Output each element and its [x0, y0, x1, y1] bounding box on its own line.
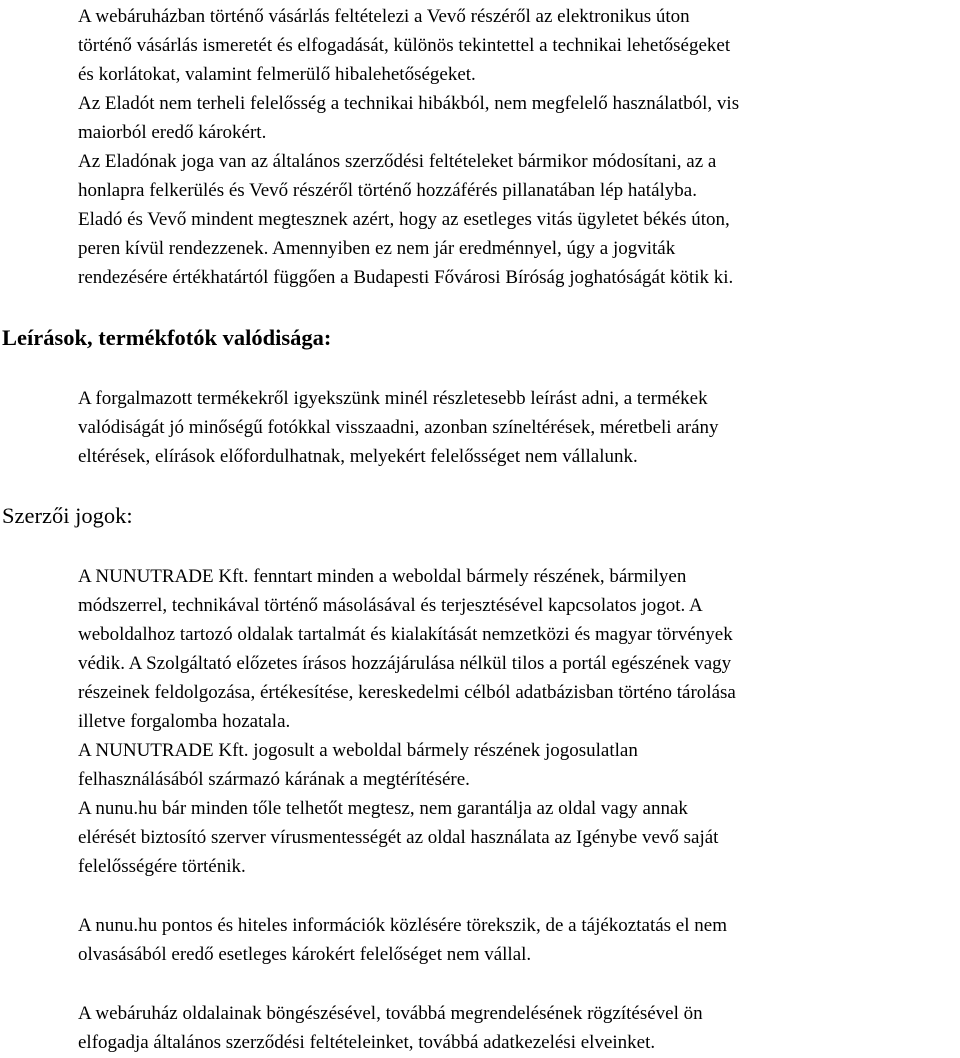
- text-line: peren kívül rendezzenek. Amennyiben ez nem jár eredménnyel, úgy a jogviták: [78, 238, 676, 259]
- acceptance-paragraph: [78, 999, 958, 1057]
- text-line: olvasásából eredő esetleges károkért felelőséget nem vállal.: [78, 944, 532, 965]
- information-paragraph: [78, 911, 958, 969]
- text-line: A NUNUTRADE Kft. fenntart minden a weboldal bármely részének, bármilyen: [78, 566, 687, 587]
- text-line: védik. A Szolgáltató előzetes írásos hozzájárulása nélkül tilos a portál egészének vagy: [78, 653, 732, 674]
- text-line: elfogadja általános szerződési feltételeinket, továbbá adatkezelési elveinket.: [78, 1032, 656, 1053]
- text-line: felelősségére történik.: [78, 856, 246, 877]
- descriptions-paragraph: [78, 384, 958, 471]
- text-line: illetve forgalomba hozatala.: [78, 711, 291, 732]
- text-line: A webáruház oldalainak böngészésével, továbbá megrendelésének rögzítésével ön: [78, 1003, 703, 1024]
- text-line: módszerrel, technikával történő másolásával és terjesztésével kapcsolatos jogot. A: [78, 595, 703, 616]
- text-line: honlapra felkerülés és Vevő részéről történő hozzáférés pillanatában lép hatályba.: [78, 180, 697, 201]
- text-line: eltérések, elírások előfordulhatnak, melyekért felelősséget nem vállalunk.: [78, 446, 638, 467]
- text-line: rendezésére értékhatártól függően a Budapesti Fővárosi Bíróság joghatóságát kötik ki.: [78, 267, 734, 288]
- text-line: A forgalmazott termékekről igyekszünk minél részletesebb leírást adni, a termékek: [78, 388, 708, 409]
- text-line: valódiságát jó minőségű fotókkal visszaadni, azonban színeltérések, méretbeli arány: [78, 417, 719, 438]
- text-line: A nunu.hu bár minden tőle telhetőt megtesz, nem garantálja az oldal vagy annak: [78, 798, 688, 819]
- copyright-paragraph: [78, 562, 958, 881]
- text-line: A nunu.hu pontos és hiteles információk közlésére törekszik, de a tájékoztatás el nem: [78, 915, 727, 936]
- section-heading-descriptions: Leírások, termékfotók valódisága:: [2, 325, 332, 350]
- text-line: maiorból eredő károkért.: [78, 122, 267, 143]
- text-line: elérését biztosító szerver vírusmentességét az oldal használata az Igénybe vevő saját: [78, 827, 719, 848]
- text-line: történő vásárlás ismeretét és elfogadását, különös tekintettel a technikai lehetőségeket: [78, 35, 731, 56]
- text-line: Eladó és Vevő mindent megtesznek azért, hogy az esetleges vitás ügyletet békés úton,: [78, 209, 730, 230]
- text-line: weboldalhoz tartozó oldalak tartalmát és kialakítását nemzetközi és magyar törvények: [78, 624, 733, 645]
- text-line: és korlátokat, valamint felmerülő hibalehetőségeket.: [78, 64, 476, 85]
- text-line: részeinek feldolgozása, értékesítése, kereskedelmi célból adatbázisban történo tárolása: [78, 682, 736, 703]
- text-line: felhasználásából származó kárának a megtérítésére.: [78, 769, 470, 790]
- intro-paragraph: [78, 2, 958, 292]
- text-line: Az Eladót nem terheli felelősség a technikai hibákból, nem megfelelő használatból, vis: [78, 93, 740, 114]
- text-line: A NUNUTRADE Kft. jogosult a weboldal bármely részének jogosulatlan: [78, 740, 638, 761]
- text-line: A webáruházban történő vásárlás feltételezi a Vevő részéről az elektronikus úton: [78, 6, 690, 27]
- text-line: Az Eladónak joga van az általános szerződési feltételeket bármikor módosítani, az a: [78, 151, 717, 172]
- section-heading-copyright: Szerzői jogok:: [2, 503, 133, 528]
